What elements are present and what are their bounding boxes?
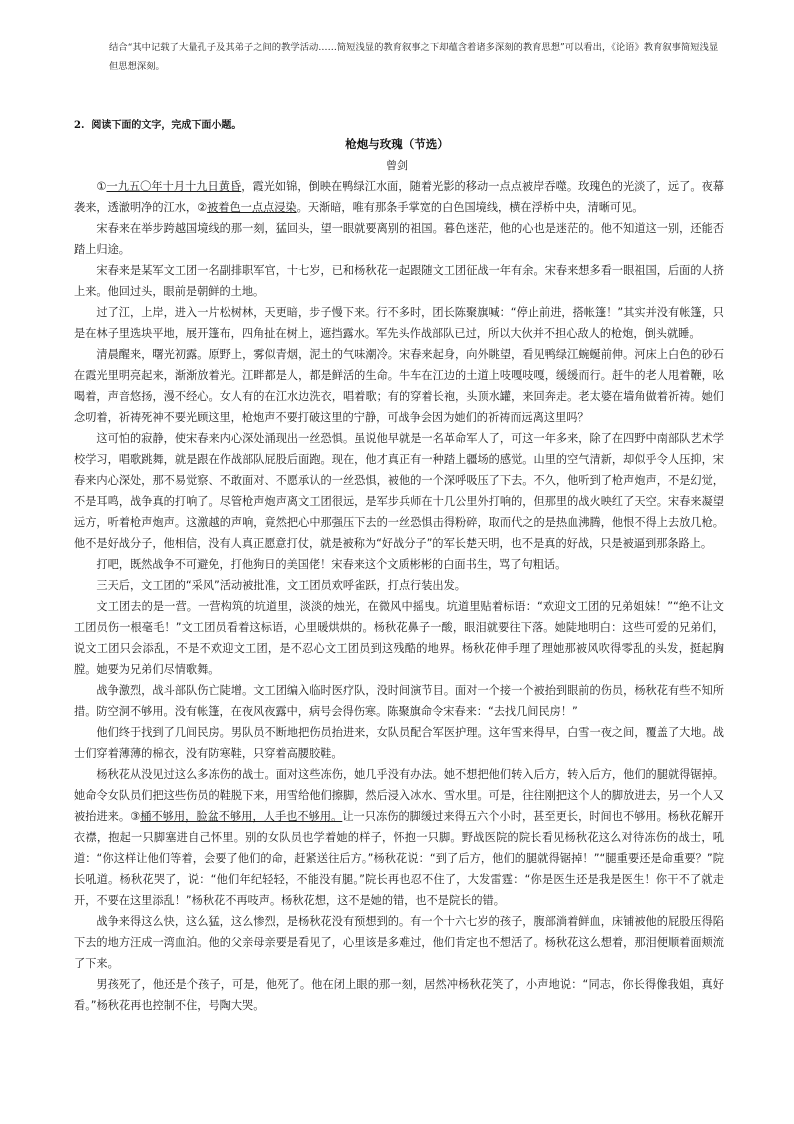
paragraph-11: 他们终于找到了几间民房。男队员不断地把伤员抬进来，女队员配合军医护理。这年雪来得早，白雪一夜之间，覆盖了大地。战士们穿着薄薄的棉衣，没有防寒鞋，只穿着高腰胶鞋。 [74,726,724,760]
article-body [74,176,724,1016]
marker-3: ③ [130,810,141,823]
underlined-phrase-3: 桶不够用，脸盆不够用，人手也不够用。 [140,810,343,823]
paragraph-5: 清晨醒来，曙光初露。原野上，雾似青烟，泥土的气味潮冷。宋春来起身，向外眺望，看见鸭绿江蜿蜒前伸。河床上白色的砂石在霞光里明亮起来，渐渐放着光。江畔都是人，都是鲜活的生命。牛车在江边的土道上吱嘎吱嘎，缓缓而行。赶牛的老人甩着鞭，吆喝着，声音悠扬，漫不经心。女人有的在江水边洗衣，唱着歌；有的穿着长袍，头顶水罐，来回奔走。老太婆在墙角做着祈祷。她们念叨着，祈祷死神不要光顾这里，枪炮声不要打破这里的宁静，可战争会因为她们的祈祷而远离这里吗？ [74,348,724,424]
paragraph-13: 战争来得这么快，这么猛，这么惨烈，是杨秋花没有预想到的。有一个十六七岁的孩子，腹部淌着鲜血，床铺被他的屁股压得陷下去的地方汪成一湾血泊。他的父亲母亲要是看见了，心里该是多难过，他们肯定也不想活了。杨秋花这么想着，那泪便顺着面颊流了下来。 [74,915,724,970]
paragraph-12: 杨秋花从没见过这么多冻伤的战士。面对这些冻伤，她几乎没有办法。她不想把他们转入后方，转入后方，他们的腿就得锯掉。她命令女队员们把这些伤员的鞋脱下来，用雪给他们擦脚，然后浸入冰水、雪水里。可是，往往刚把这个人的脚放进去，另一个人又被抬进来。③桶不够用，脸盆不够用，人手也不够用。让一只冻伤的脚缓过来得五六个小时，甚至更长，时间也不够用。杨秋花解开衣襟，抱起一只脚塞进自己怀里。别的女队员也学着她的样子，怀抱一只脚。野战医院的院长看见杨秋花这么对待冻伤的战士，吼道：“你这样让他们等着，会要了他们的命，赶紧送往后方。”杨秋花说：“到了后方，他们的腿就得锯掉！”“腿重要还是命重要？”院长吼道。杨秋花哭了，说：“他们年纪轻轻，不能没有腿。”院长再也忍不住了，大发雷霆：“你是医生还是我是医生！你干不了就走开，不要在这里添乱！”杨秋花不再吱声。杨秋花想，这不是她的错，也不是院长的错。 [74,768,724,907]
paragraph-3: 宋春来是某军文工团一名副排职军官，十七岁，已和杨秋花一起跟随文工团征战一年有余。宋春来想多看一眼祖国，后面的人挤上来。他回过头，眼前是朝鲜的土地。 [74,264,724,298]
intro-paragraph: 结合“其中记载了大量孔子及其弟子之间的教学活动……简短浅显的教育叙事之下却蕴含着诸多深刻的教育思想”可以看出，《论语》教育叙事简短浅显但思想深刻。 [109,42,719,72]
paragraph-2: 宋春来在举步跨越国境线的那一刻，猛回头，望一眼就要离别的祖国。暮色迷茫，他的心也是迷茫的。他不知道这一别，还能否踏上归途。 [74,222,724,256]
question-text: 阅读下面的文字，完成下面小题。 [91,120,242,131]
paragraph-7: 打吧，既然战争不可避免，打他狗日的美国佬！宋春来这个文质彬彬的白面书生，骂了句粗话。 [96,558,567,571]
paragraph-4: 过了江，上岸，进入一片松树林，天更暗，步子慢下来。行不多时，团长陈聚旗喊：“停止前进，搭帐篷！”其实并没有帐篷，只是在林子里选块平地，展开篷布，四角扯在树上，遮挡露水。军先头作战部队已过，所以大伙并不担心敌人的枪炮，倒头就睡。 [74,306,724,340]
paragraph-10: 战争激烈，战斗部队伤亡陡增。文工团编入临时医疗队，没时间演节目。面对一个接一个被抬到眼前的伤员，杨秋花有些不知所措。防空洞不够用。没有帐篷，在夜风夜露中，病号会得伤寒。陈聚旗命令宋春来：“去找几间民房！” [74,684,724,718]
marker-2: ② [197,201,208,214]
article-author: 曾剑 [386,159,408,172]
marker-1: ① [96,180,107,193]
question-number: 2. [74,120,85,131]
question-prompt [74,116,241,131]
paragraph-9: 文工团去的是一营。一营构筑的坑道里，淡淡的烛光，在微风中摇曳。坑道里贴着标语：“欢迎文工团的兄弟姐妹！”“绝不让文工团员伤一根毫毛！”文工团员看着这标语，心里暖烘烘的。杨秋花鼻子一酸，眼泪就要往下落。她陡地明白：这些可爱的兄弟们，说文工团只会添乱，不是不欢迎文工团，是不忍心文工团员到这残酷的地界。杨秋花伸手理了理她那被风吹得零乱的头发，挺起胸膛。她要为兄弟们尽情歌舞。 [74,600,724,676]
article-title: 枪炮与玫瑰（节选） [345,137,449,151]
paragraph-1: ①一九五〇年十月十九日黄昏，霞光如锦，倒映在鸭绿江水面，随着光影的移动一点点被岸吞噬。玫瑰色的光淡了，远了。夜幕袭来，透澈明净的江水，②被着色一点点浸染。天渐暗，唯有那条手掌宽的白色国境线，横在浮桥中央，清晰可见。 [74,180,724,214]
paragraph-6: 这可怕的寂静，使宋春来内心深处涌现出一丝恐惧。虽说他早就是一名革命军人了，可这一年多来，除了在四野中南部队艺术学校学习，唱歌跳舞，就是跟在作战部队屁股后面跑。现在，他才真正有一种踏上疆场的感觉。山里的空气清新，却似乎令人压抑，宋春来内心深处，那不易觉察、不敢面对、不愿承认的一丝恐惧，被他的一个深呼吸压了下去。不久，他听到了枪声炮声，不是幻觉，不是耳鸣，战争真的打响了。尽管枪声炮声离文工团很远，是军步兵师在十几公里外打响的，但那里的战火映红了天空。宋春来凝望远方，听着枪声炮声。这激越的声响，竟然把心中那强压下去的一丝恐惧击得粉碎，取而代之的是热血沸腾，他恨不得上去放几枪。他不是好战分子，他相信，没有人真正愿意打仗，就是被称为“好战分子”的军长楚天明，也不是真的好战，只是被逼到那条路上。 [74,432,724,550]
underlined-phrase-1: 一九五〇年十月十九日黄昏 [106,180,242,193]
paragraph-8: 三天后，文工团的“采风”活动被批准，文工团员欢呼雀跃，打点行装出发。 [96,579,466,592]
paragraph-14: 男孩死了，他还是个孩子，可是，他死了。他在闭上眼的那一刻，居然冲杨秋花笑了，小声地说：“同志，你长得像我姐，真好看。”杨秋花再也控制不住，号陶大哭。 [74,978,724,1012]
underlined-phrase-2: 被着色一点点浸染 [207,201,297,214]
